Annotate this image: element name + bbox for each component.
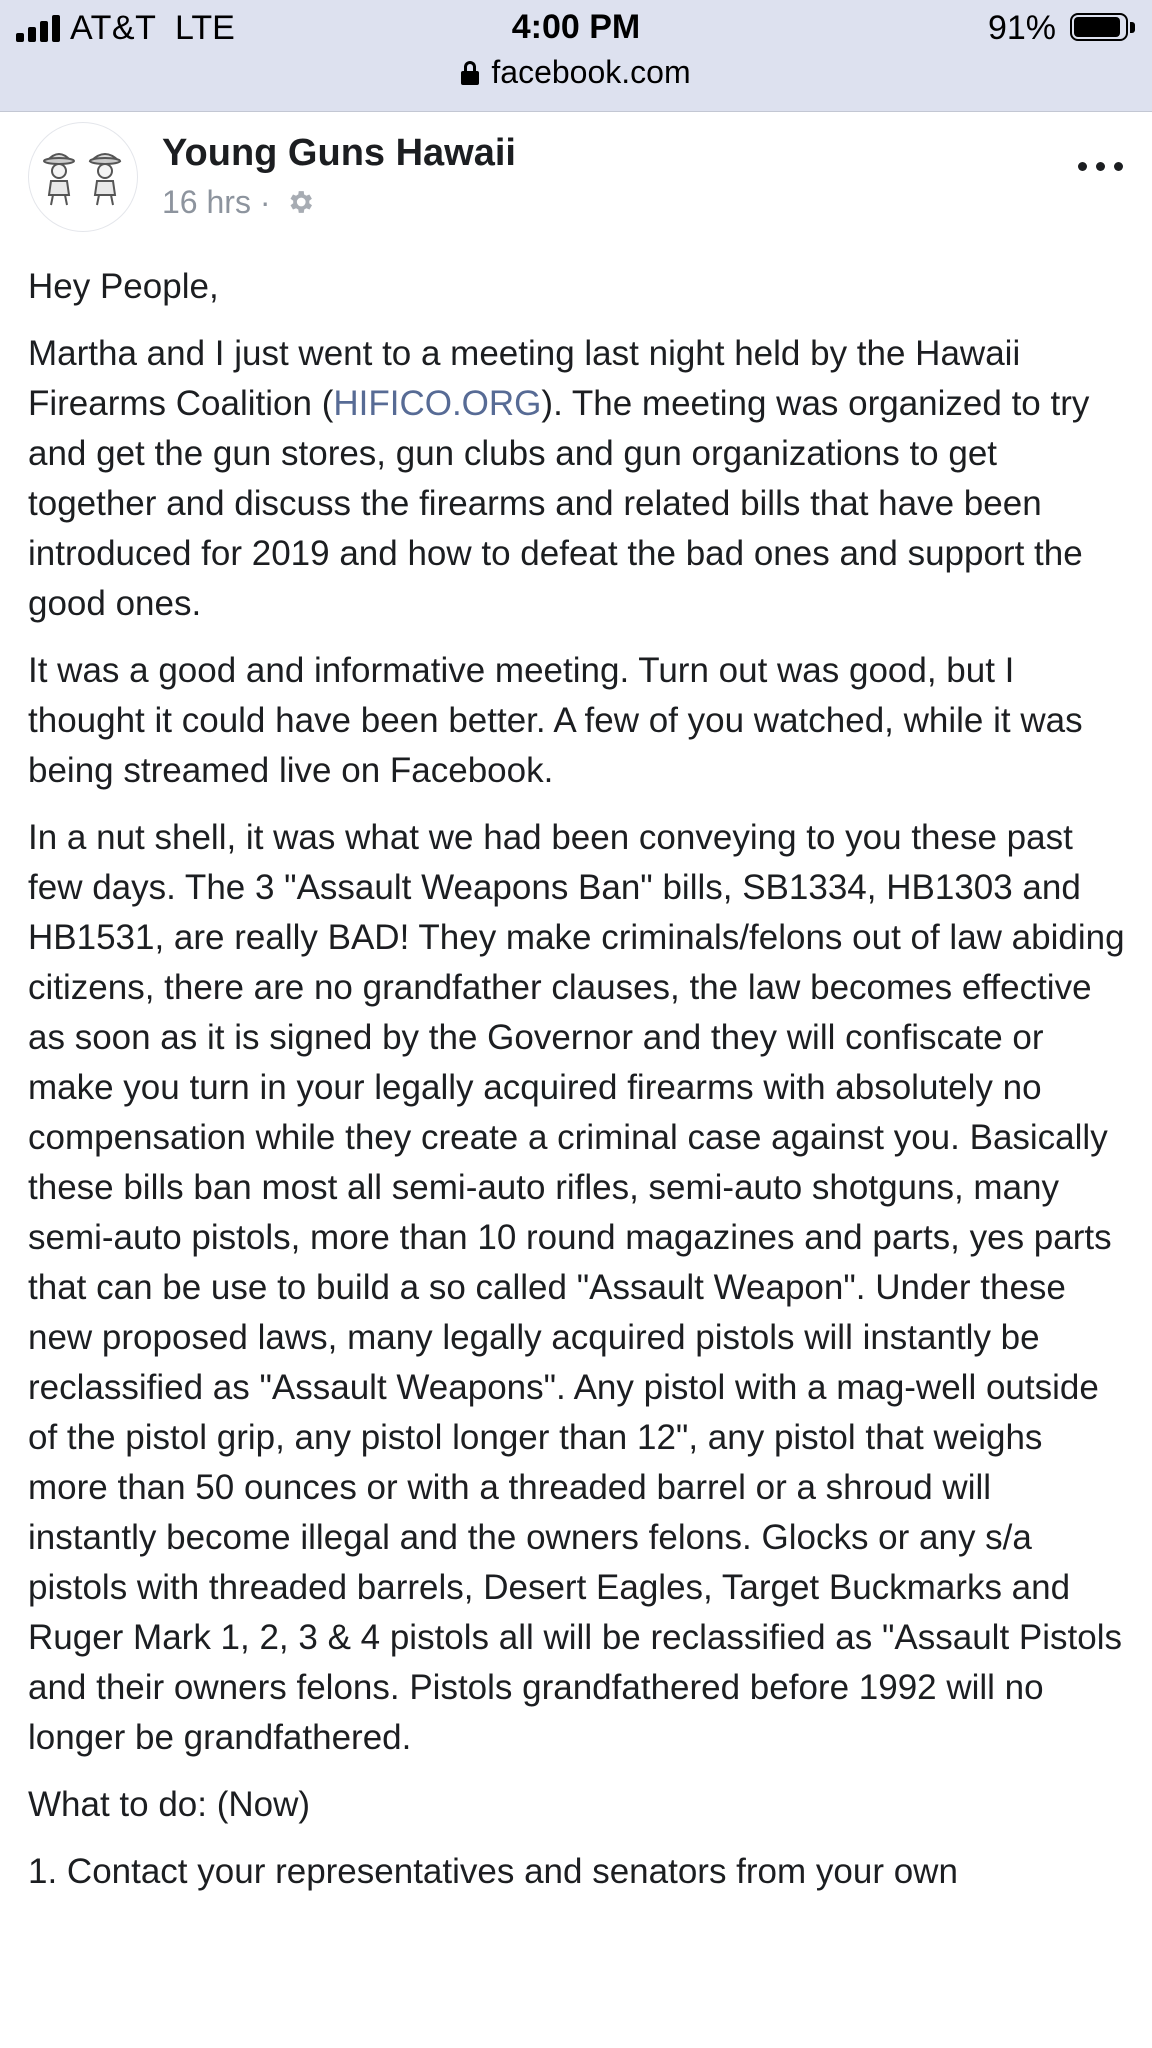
post-greeting: Hey People,	[28, 267, 219, 306]
url-text[interactable]: facebook.com	[491, 54, 691, 90]
url-bar[interactable]	[0, 54, 1152, 91]
hifico-link[interactable]: HIFICO.ORG	[333, 384, 542, 423]
status-bar	[0, 0, 1152, 56]
post-paragraph-3: In a nut shell, it was what we had been conveying to you these past few days. The 3 "Assault Weapons Ban" bills, SB1334, HB1303 and HB1531, are really BAD! They make criminals/felons out of law abiding citizens, there are no grandfather clauses, the law becomes effective as soon as it is signed by the Governor and they will confiscate or make you turn in your legally acquired firearms with absolutely no compensation while they create a criminal case against you. Basically these bills ban most all semi-auto rifles, semi-auto shotguns, many semi-auto pistols, more than 10 round magazines and parts, yes parts that can be use to build a so called "Assault Weapon". Under these new proposed laws, many legally acquired pistols will instantly be reclassified as "Assault Weapons". Any pistol with a mag-well outside of the pistol grip, any pistol longer than 12", any pistol that weighs more than 50 ounces or with a threaded barrel or a shroud will instantly become illegal and the owners felons. Glocks or any s/a pistols with threaded barrels, Desert Eagles, Target Buckmarks and Ruger Mark 1, 2, 3 & 4 pistols all will be reclassified as "Assault Pistols and their owners felons. Pistols grandfathered before 1992 will no longer be grandfathered.	[28, 818, 1125, 1757]
post-header	[0, 112, 1152, 242]
network-type: LTE	[175, 9, 235, 47]
battery-percent: 91%	[987, 9, 1056, 47]
audience-gear-icon	[285, 187, 315, 217]
page-name[interactable]: Young Guns Hawaii	[162, 132, 516, 174]
post-body	[28, 262, 1128, 1914]
post-paragraph-2: It was a good and informative meeting. Turn out was good, but I thought it could have been better. A few of you watched, while it was being streamed live on Facebook.	[28, 651, 1083, 790]
status-time: 4:00 PM	[511, 8, 641, 46]
page-avatar[interactable]	[28, 122, 138, 232]
meta-separator: ·	[259, 184, 271, 220]
post-time[interactable]: 16 hrs	[162, 184, 251, 220]
post-paragraph-5: 1. Contact your representatives and senators from your own	[28, 1852, 958, 1891]
battery-icon	[1070, 13, 1136, 43]
post-paragraph-1: Martha and I just went to a meeting last night held by the Hawaii Firearms Coalition (HIFICO.ORG). The meeting was organized to try and get the gun stores, gun clubs and gun organizations to get together and discuss the firearms and related bills that have been introduced for 2019 and how to defeat the bad ones and support the good ones.	[28, 334, 1090, 623]
lock-icon	[461, 61, 479, 85]
post-meta	[162, 184, 315, 221]
browser-chrome	[0, 0, 1152, 112]
avatar-logo-icon	[29, 123, 138, 232]
more-options-button[interactable]	[1078, 158, 1124, 178]
carrier-name: AT&T	[70, 9, 157, 47]
post-paragraph-4: What to do: (Now)	[28, 1785, 311, 1824]
